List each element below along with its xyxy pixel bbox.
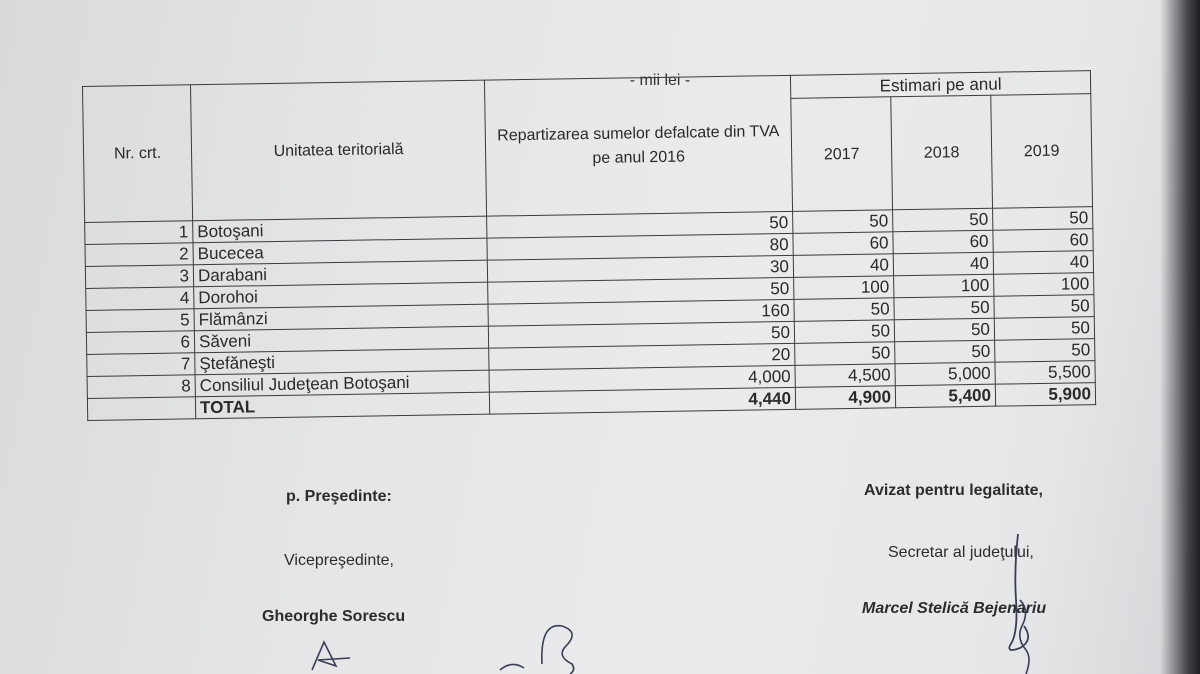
row-value-2017: 50 [793,210,893,234]
row-value-2017: 50 [794,320,894,344]
right-signature-name: Marcel Stelică Bejenariu [862,600,1047,617]
row-nr: 4 [86,287,194,311]
row-name: Dorohoi [194,282,488,309]
row-value-2016: 50 [488,321,794,348]
handwritten-signature-right [990,530,1050,674]
row-name: Botoşani [193,216,487,243]
tva-allocation-table [82,70,1096,421]
row-value-2019: 50 [993,207,1093,231]
row-name: Darabani [193,260,487,287]
row-value-2016: 50 [488,277,794,304]
row-nr: 5 [86,309,194,333]
right-signature-role: Secretar al judeţului, [888,544,1034,561]
row-value-2018: 50 [893,208,993,232]
left-signature-name: Gheorghe Sorescu [262,608,406,625]
header-nr: Nr. crt. [83,85,193,223]
row-nr: 1 [85,221,193,245]
row-value-2018: 50 [894,296,994,320]
row-name: Consiliul Judeţean Botoşani [195,370,489,397]
right-signature-title: Avizat pentru legalitate, [864,482,1043,499]
row-value-2016: 50 [487,211,793,238]
row-value-2019: 50 [995,339,1095,363]
row-value-2018: 60 [893,230,993,254]
row-value-2019: 40 [993,251,1093,275]
total-value-2018: 5,400 [895,384,995,408]
row-value-2018: 5,000 [895,362,995,386]
row-nr: 6 [86,331,194,355]
row-name: Bucecea [193,238,487,265]
header-repartition: Repartizarea sumelor defalcate din TVA pe anul 2016 [484,75,792,216]
total-nr-cell [87,397,195,421]
background-edge [1160,0,1200,674]
handwritten-signature-left [290,620,610,674]
row-nr: 3 [85,265,193,289]
unit-note: - mii lei - [629,72,691,89]
row-nr: 7 [87,353,195,377]
row-value-2017: 50 [795,342,895,366]
row-value-2016: 80 [487,233,793,260]
header-unit: Unitatea teritorială [190,80,486,221]
row-value-2018: 50 [894,318,994,342]
row-value-2019: 50 [994,317,1094,341]
row-value-2019: 60 [993,229,1093,253]
total-value-2019: 5,900 [995,383,1095,407]
header-estimates: Estimari pe anul [790,71,1090,99]
row-nr: 2 [85,243,193,267]
header-year-2019: 2019 [991,94,1093,209]
total-value-2016: 4,440 [489,387,795,414]
total-label: TOTAL [195,392,489,419]
row-value-2016: 4,000 [489,365,795,392]
row-value-2019: 100 [994,273,1094,297]
total-value-2017: 4,900 [795,386,895,410]
row-value-2019: 50 [994,295,1094,319]
left-signature-role: Vicepreşedinte, [284,552,394,569]
header-year-2017: 2017 [791,97,893,212]
row-value-2016: 30 [487,255,793,282]
row-value-2018: 100 [894,274,994,298]
row-nr: 8 [87,375,195,399]
row-value-2017: 100 [794,276,894,300]
row-name: Ştefăneşti [195,348,489,375]
row-value-2017: 4,500 [795,364,895,388]
row-value-2018: 40 [893,252,993,276]
row-value-2018: 50 [895,340,995,364]
row-value-2017: 40 [793,254,893,278]
row-name: Flămânzi [194,304,488,331]
row-value-2019: 5,500 [995,361,1095,385]
row-value-2017: 50 [794,298,894,322]
left-signature-title: p. Preşedinte: [286,488,392,505]
row-value-2016: 160 [488,299,794,326]
header-year-2018: 2018 [891,95,993,210]
row-name: Săveni [194,326,488,353]
row-value-2017: 60 [793,232,893,256]
row-value-2016: 20 [489,343,795,370]
